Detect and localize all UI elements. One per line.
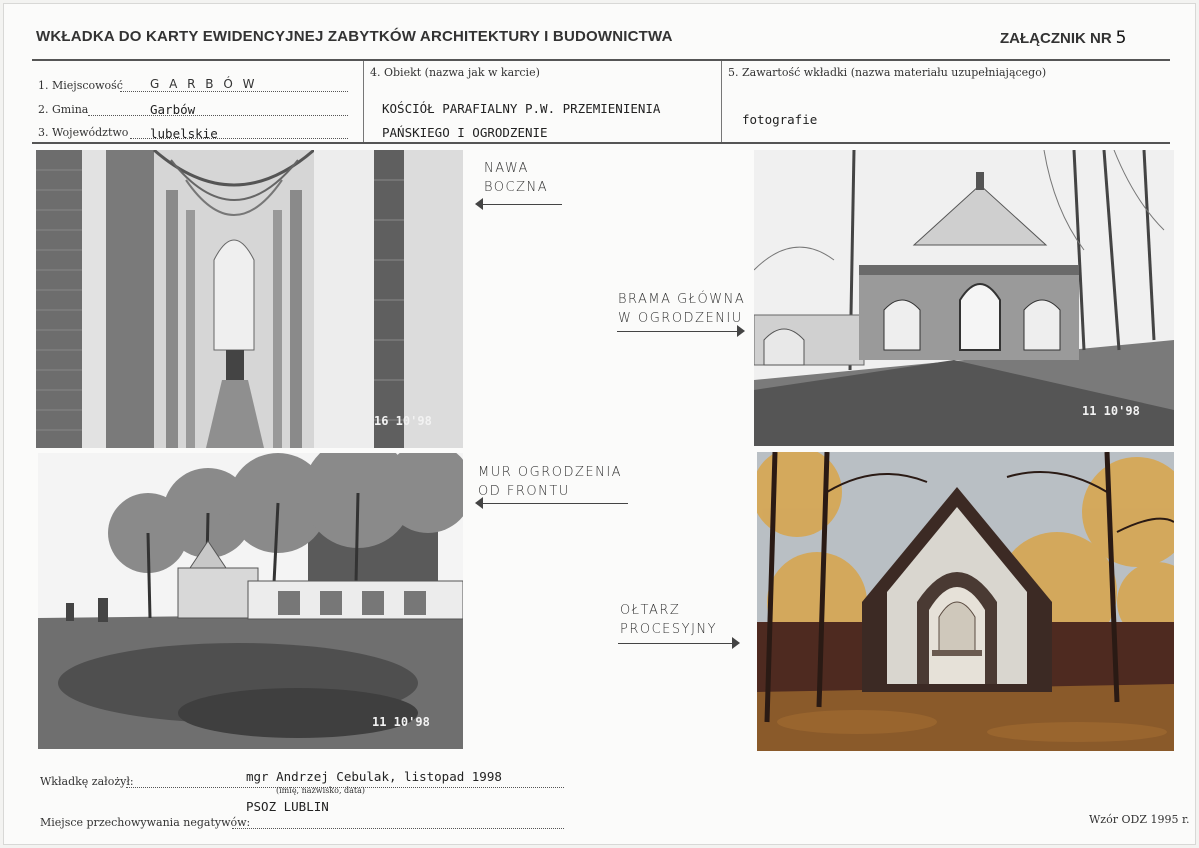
commune-label: 2. Gmina bbox=[38, 103, 89, 116]
caption-gate bbox=[618, 290, 745, 328]
column-divider-2 bbox=[721, 61, 722, 142]
column-divider-1 bbox=[363, 61, 364, 142]
caption-altar-line-2: PROCESYJNY bbox=[620, 622, 718, 637]
photo-nave-interior bbox=[36, 150, 463, 448]
author-label: Wkładkę założył: bbox=[40, 775, 134, 788]
caption-gate-line-1: BRAMA GŁÓWNA bbox=[618, 292, 746, 307]
commune-value: Garbów bbox=[150, 102, 196, 117]
photo-wall-date-stamp: 11 10'98 bbox=[372, 715, 430, 729]
caption-nave-line-1: NAWA bbox=[484, 161, 529, 176]
contents-value: fotografie bbox=[742, 112, 818, 127]
photo-nave-date-stamp: 16 10'98 bbox=[374, 414, 432, 428]
photo-main-gate bbox=[754, 150, 1174, 446]
author-hint: (imię, nazwisko, data) bbox=[276, 786, 366, 795]
author-value: mgr Andrzej Cebulak, listopad 1998 bbox=[246, 769, 502, 784]
arrow-left-icon bbox=[475, 497, 483, 509]
voivodeship-value: lubelskie bbox=[150, 126, 218, 141]
arrow-left-icon bbox=[475, 198, 483, 210]
negatives-dotted-line bbox=[232, 817, 564, 829]
photo-procession-altar bbox=[757, 452, 1174, 751]
arrow-wall-line bbox=[482, 503, 628, 504]
commune-dotted-line bbox=[88, 104, 348, 116]
caption-wall-line-1: MUR OGRODZENIA bbox=[478, 465, 623, 480]
object-line-2: PAŃSKIEGO I OGRODZENIE bbox=[382, 125, 548, 140]
caption-altar bbox=[620, 601, 717, 639]
template-label: Wzór ODZ 1995 r. bbox=[1089, 813, 1190, 826]
institution-value: PSOZ LUBLIN bbox=[246, 799, 329, 814]
caption-nave bbox=[484, 159, 548, 197]
contents-label: 5. Zawartość wkładki (nazwa materiału uzupełniającego) bbox=[728, 66, 1047, 79]
photo-gate-date-stamp: 11 10'98 bbox=[1082, 404, 1140, 418]
caption-wall-line-2: OD FRONTU bbox=[478, 484, 570, 499]
caption-altar-line-1: OŁTARZ bbox=[620, 603, 681, 618]
arrow-gate-line bbox=[617, 331, 737, 332]
locality-label: 1. Miejscowość bbox=[38, 79, 123, 92]
arrow-altar-line bbox=[618, 643, 732, 644]
voivodeship-label: 3. Województwo bbox=[38, 126, 129, 139]
annex-label bbox=[1000, 28, 1126, 48]
annex-label-text: ZAŁĄCZNIK NR bbox=[1000, 30, 1112, 47]
caption-wall bbox=[478, 463, 622, 501]
form-title: WKŁADKA DO KARTY EWIDENCYJNEJ ZABYTKÓW ARCHITEKTURY I BUDOWNICTWA bbox=[36, 28, 673, 45]
caption-gate-line-2: W OGRODZENIU bbox=[618, 311, 743, 326]
negatives-label: Miejsce przechowywania negatywów: bbox=[40, 816, 251, 829]
arrow-right-icon bbox=[737, 325, 745, 337]
object-label: 4. Obiekt (nazwa jak w karcie) bbox=[370, 66, 540, 79]
header-rule-top bbox=[32, 59, 1170, 61]
annex-number: 5 bbox=[1115, 28, 1127, 48]
photo-front-wall bbox=[38, 453, 463, 749]
locality-value: G A R B Ó W bbox=[150, 77, 258, 91]
caption-nave-line-2: BOCZNA bbox=[484, 180, 549, 195]
header-rule-bottom bbox=[32, 142, 1170, 144]
arrow-right-icon bbox=[732, 637, 740, 649]
object-line-1: KOŚCIÓŁ PARAFIALNY P.W. PRZEMIENIENIA bbox=[382, 101, 661, 116]
arrow-nave-line bbox=[482, 204, 562, 205]
